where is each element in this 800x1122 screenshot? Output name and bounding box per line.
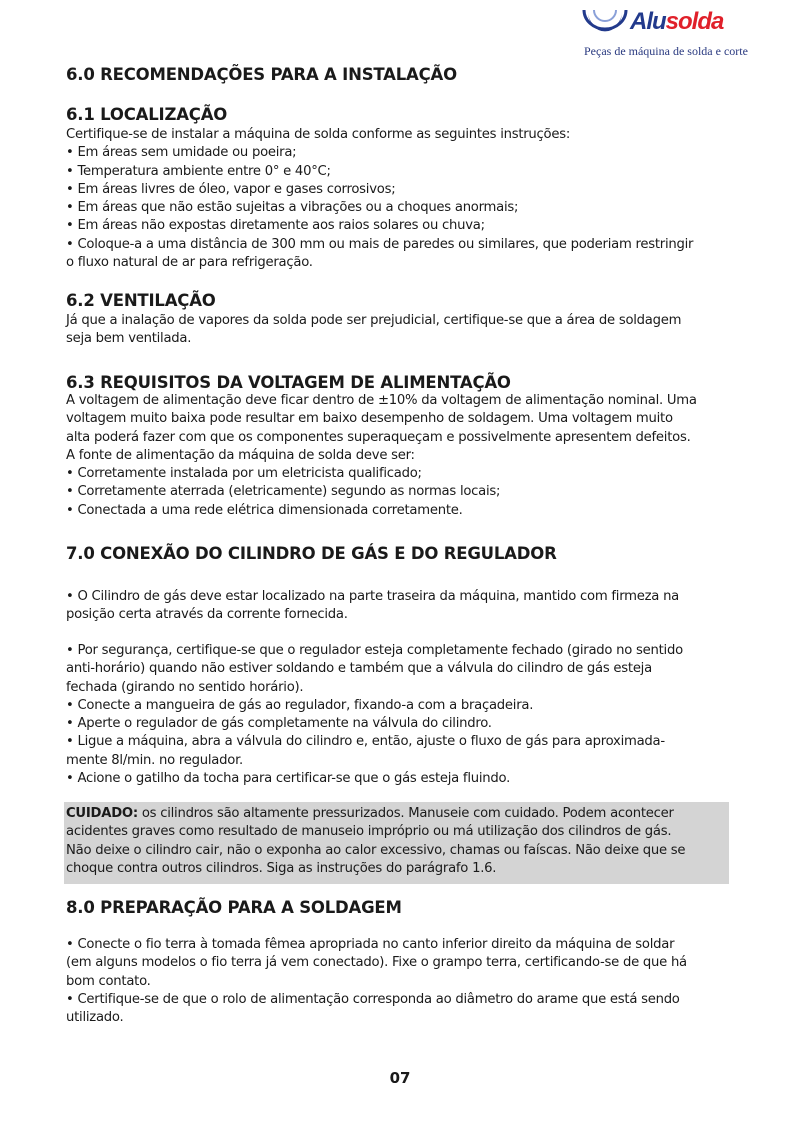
logo-part1: Alu — [630, 8, 666, 35]
line: fechada (girando no sentido horário). — [66, 679, 304, 695]
line: utilizado. — [66, 1010, 124, 1026]
line: choque contra outros cilindros. Siga as instruções do parágrafo 1.6. — [66, 860, 497, 876]
section-7-0-para2 — [66, 642, 683, 788]
line: anti-horário) quando não estiver soldando e também que a válvula do cilindro de gás esteja — [66, 661, 652, 677]
line: • O Cilindro de gás deve estar localizado na parte traseira da máquina, mantido com firmeza na — [66, 589, 680, 604]
line: mente 8l/min. no regulador. — [66, 752, 243, 768]
heading-6-0: 6.0 RECOMENDAÇÕES PARA A INSTALAÇÃO — [66, 65, 457, 84]
line: • Corretamente aterrada (eletricamente) segundo as normas locais; — [66, 484, 501, 500]
line: • Aperte o regulador de gás completamente na válvula do cilindro. — [66, 716, 492, 732]
caution-first-line: os cilindros são altamente pressurizados. Manuseie com cuidado. Podem acontecer — [137, 806, 674, 821]
section-6-2-text — [66, 312, 681, 349]
line: • Certifique-se de que o rolo de alimentação corresponda ao diâmetro do arame que está sendo — [66, 991, 680, 1007]
line: acidentes graves como resultado de manuseio impróprio ou má utilização dos cilindros de gás. — [66, 824, 672, 840]
line: A fonte de alimentação da máquina de solda deve ser: — [66, 447, 415, 463]
line: bom contato. — [66, 973, 151, 989]
logo-part2: solda — [665, 8, 724, 35]
line: Certifique-se de instalar a máquina de solda conforme as seguintes instruções: — [66, 127, 571, 142]
line: • Em áreas livres de óleo, vapor e gases corrosivos; — [66, 181, 396, 197]
line: • Corretamente instalada por um eletricista qualificado; — [66, 466, 422, 482]
line: • Conecte a mangueira de gás ao regulador, fixando-a com a braçadeira. — [66, 697, 534, 713]
logo-wordmark — [630, 8, 723, 36]
line: • Conectada a uma rede elétrica dimensionada corretamente. — [66, 502, 463, 518]
page-number: 07 — [389, 1069, 411, 1087]
line: o fluxo natural de ar para refrigeração. — [66, 255, 313, 271]
section-8-0-text — [66, 936, 687, 1027]
line: posição certa através da corrente fornecida. — [66, 607, 348, 623]
caution-box — [64, 802, 729, 884]
alusolda-logo — [582, 4, 748, 60]
heading-6-2: 6.2 VENTILAÇÃO — [66, 291, 216, 310]
line: • Em áreas sem umidade ou poeira; — [66, 145, 297, 161]
section-7-0-para1 — [66, 588, 679, 625]
line: • Coloque-a a uma distância de 300 mm ou mais de paredes ou similares, que poderiam restringir — [66, 236, 694, 252]
heading-6-1: 6.1 LOCALIZAÇÃO — [66, 105, 228, 124]
heading-6-3: 6.3 REQUISITOS DA VOLTAGEM DE ALIMENTAÇÃO — [66, 373, 511, 392]
line: A voltagem de alimentação deve ficar dentro de ±10% da voltagem de alimentação nominal. Uma — [66, 393, 697, 408]
section-6-1-text — [66, 126, 693, 272]
line: (em alguns modelos o fio terra já vem conectado). Fixe o grampo terra, certificando-se de que há — [66, 955, 687, 971]
line: • Em áreas que não estão sujeitas a vibrações ou a choques anormais; — [66, 200, 519, 216]
line: • Conecte o fio terra à tomada fêmea apropriada no canto inferior direito da máquina de soldar — [66, 937, 675, 952]
line: • Em áreas não expostas diretamente aos raios solares ou chuva; — [66, 218, 485, 234]
heading-7-0: 7.0 CONEXÃO DO CILINDRO DE GÁS E DO REGULADOR — [66, 544, 557, 563]
line: • Acione o gatilho da tocha para certificar-se que o gás esteja fluindo. — [66, 771, 511, 787]
line: • Ligue a máquina, abra a válvula do cilindro e, então, ajuste o fluxo de gás para aproximada- — [66, 734, 665, 750]
logo-tagline: Peças de máquina de solda e corte — [584, 44, 748, 58]
section-6-3-text — [66, 392, 697, 520]
caution-text — [66, 805, 685, 878]
line — [66, 805, 685, 823]
logo-swoosh-icon — [582, 4, 628, 44]
caution-label: CUIDADO: — [66, 806, 138, 821]
line: • Temperatura ambiente entre 0° e 40°C; — [66, 163, 331, 179]
line: voltagem muito baixa pode resultar em baixo desempenho de soldagem. Uma voltagem muito — [66, 411, 673, 427]
heading-8-0: 8.0 PREPARAÇÃO PARA A SOLDAGEM — [66, 898, 402, 917]
line: alta poderá fazer com que os componentes superaqueçam e possivelmente apresentem defeitos. — [66, 429, 691, 445]
line: Já que a inalação de vapores da solda pode ser prejudicial, certifique-se que a área de soldagem — [66, 313, 682, 328]
line: seja bem ventilada. — [66, 331, 192, 347]
line: • Por segurança, certifique-se que o regulador esteja completamente fechado (girado no sentido — [66, 643, 683, 658]
line: Não deixe o cilindro cair, não o exponha ao calor excessivo, chamas ou faíscas. Não deixe que se — [66, 842, 686, 858]
